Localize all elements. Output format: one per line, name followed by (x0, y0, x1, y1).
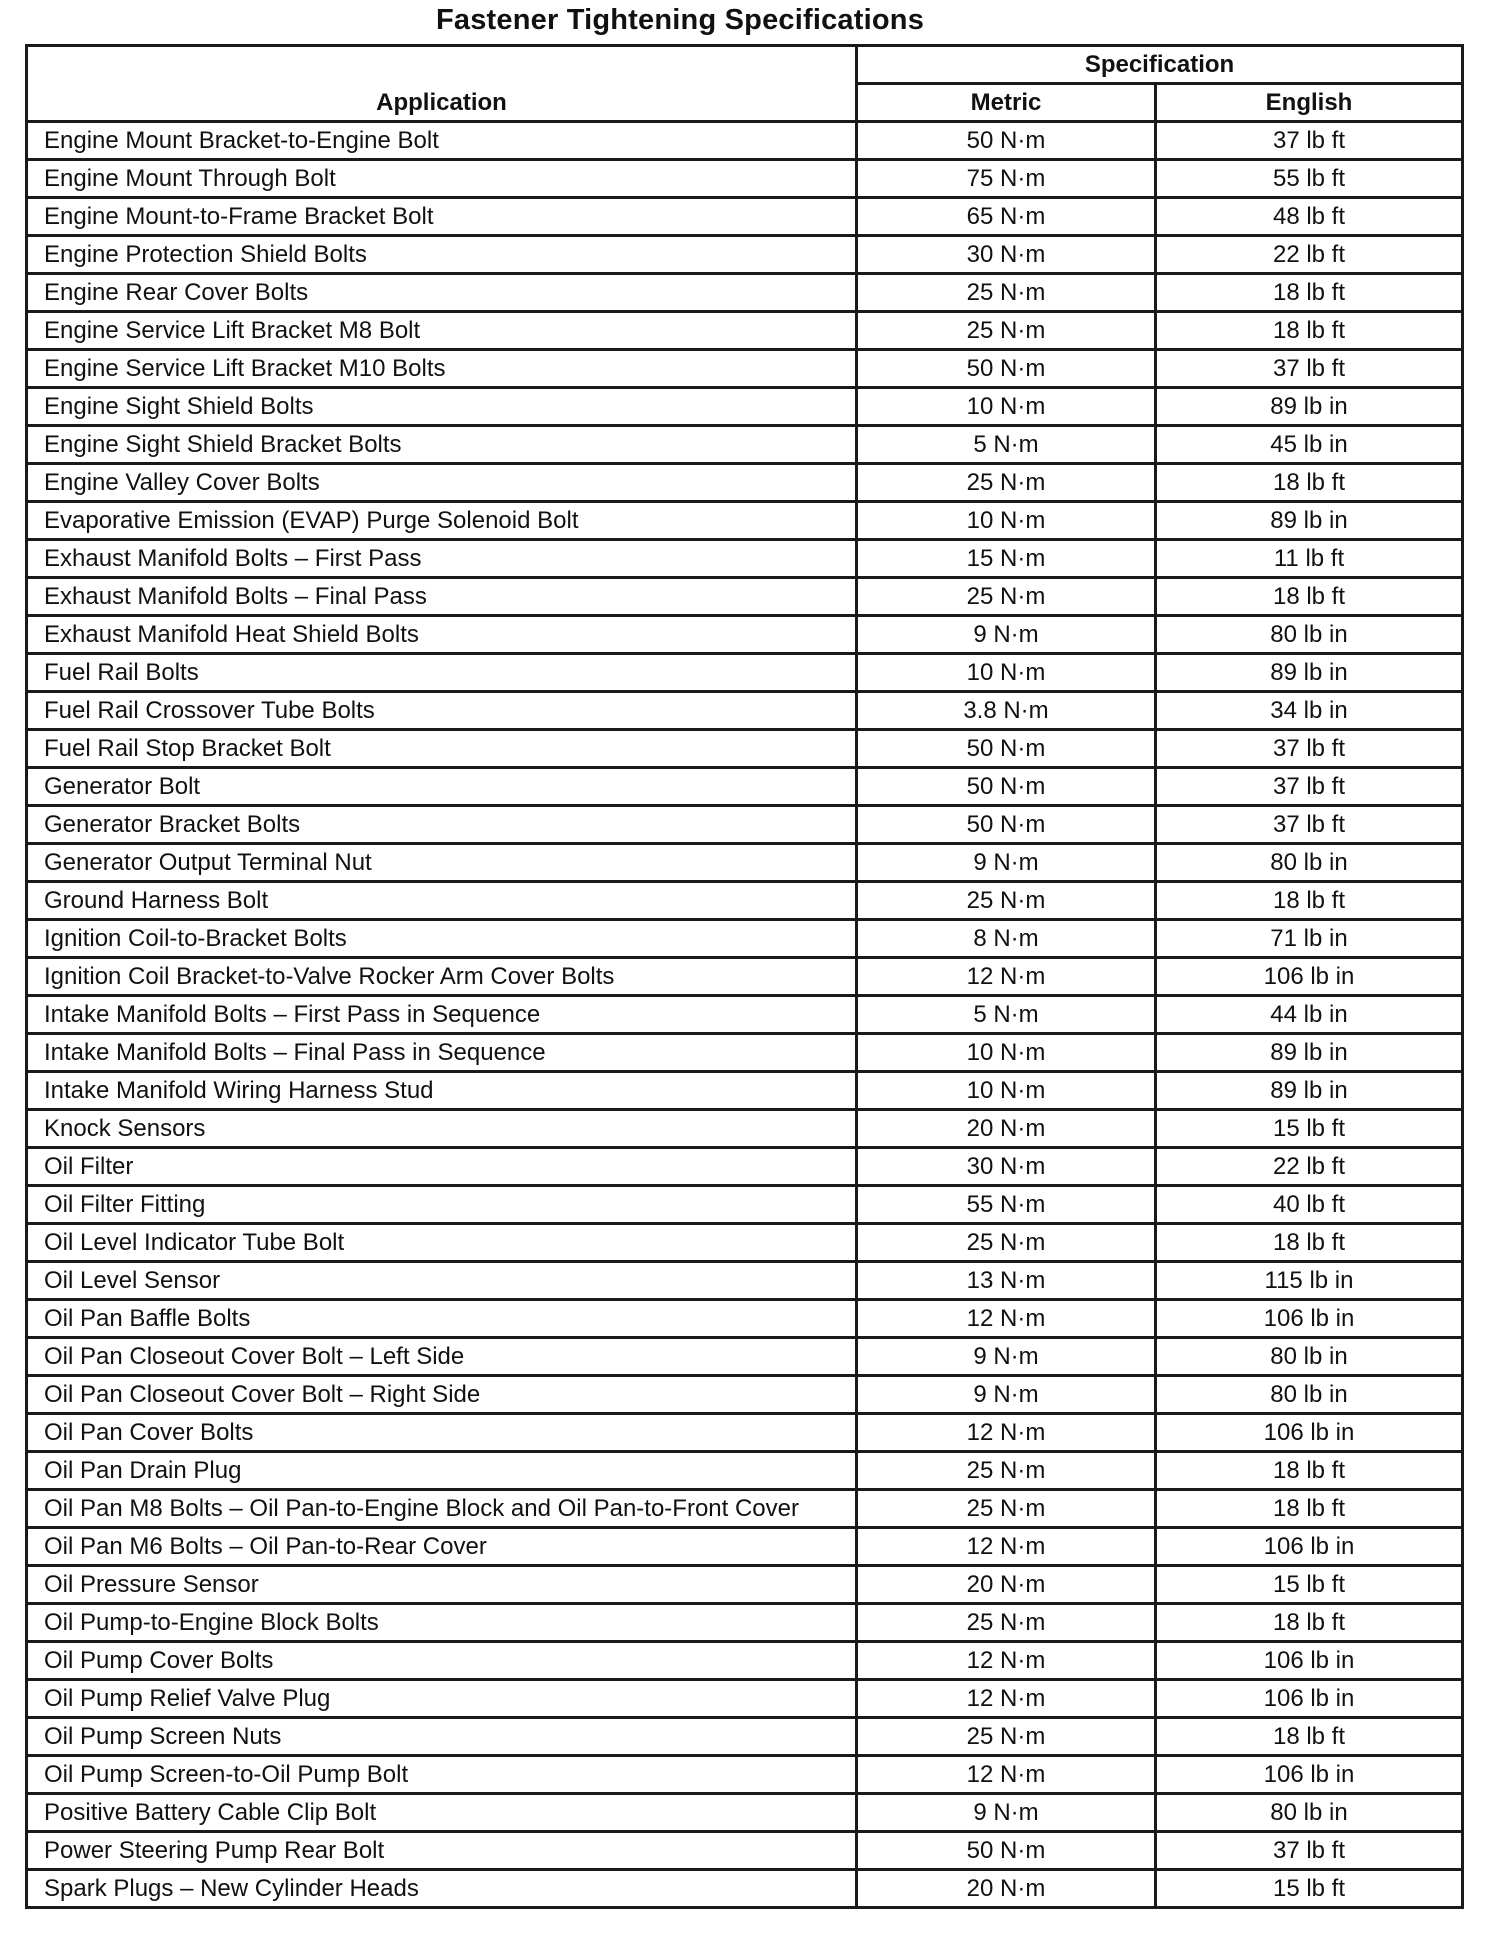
table-row (27, 1794, 1463, 1832)
metric-cell: 15 N·m (857, 540, 1156, 578)
metric-cell: 10 N·m (857, 388, 1156, 426)
english-cell: 18 lb ft (1156, 1224, 1463, 1262)
application-cell: Oil Pan M6 Bolts – Oil Pan-to-Rear Cover (27, 1528, 857, 1566)
table-row (27, 1680, 1463, 1718)
english-cell: 11 lb ft (1156, 540, 1463, 578)
english-cell: 89 lb in (1156, 654, 1463, 692)
metric-cell: 55 N·m (857, 1186, 1156, 1224)
application-cell: Positive Battery Cable Clip Bolt (27, 1794, 857, 1832)
english-cell: 34 lb in (1156, 692, 1463, 730)
table-row (27, 1034, 1463, 1072)
application-cell: Oil Level Indicator Tube Bolt (27, 1224, 857, 1262)
table-row (27, 730, 1463, 768)
table-row (27, 1072, 1463, 1110)
application-cell: Ignition Coil-to-Bracket Bolts (27, 920, 857, 958)
table-row (27, 426, 1463, 464)
application-cell: Oil Pressure Sensor (27, 1566, 857, 1604)
column-header-application: Application (27, 46, 857, 122)
metric-cell: 20 N·m (857, 1110, 1156, 1148)
metric-cell: 50 N·m (857, 768, 1156, 806)
table-row (27, 350, 1463, 388)
english-cell: 22 lb ft (1156, 236, 1463, 274)
table-row (27, 1832, 1463, 1870)
metric-cell: 13 N·m (857, 1262, 1156, 1300)
table-row (27, 312, 1463, 350)
english-cell: 22 lb ft (1156, 1148, 1463, 1186)
table-row (27, 122, 1463, 160)
application-cell: Intake Manifold Bolts – Final Pass in Sequence (27, 1034, 857, 1072)
application-cell: Engine Valley Cover Bolts (27, 464, 857, 502)
table-row (27, 1604, 1463, 1642)
metric-cell: 9 N·m (857, 1376, 1156, 1414)
english-cell: 18 lb ft (1156, 578, 1463, 616)
table-body (27, 122, 1463, 1908)
application-cell: Fuel Rail Crossover Tube Bolts (27, 692, 857, 730)
metric-cell: 75 N·m (857, 160, 1156, 198)
column-header-metric: Metric (857, 84, 1156, 122)
english-cell: 15 lb ft (1156, 1566, 1463, 1604)
english-cell: 18 lb ft (1156, 312, 1463, 350)
metric-cell: 25 N·m (857, 464, 1156, 502)
table-row (27, 1110, 1463, 1148)
english-cell: 18 lb ft (1156, 1718, 1463, 1756)
table-row (27, 198, 1463, 236)
metric-cell: 25 N·m (857, 312, 1156, 350)
metric-cell: 12 N·m (857, 1414, 1156, 1452)
application-cell: Intake Manifold Bolts – First Pass in Sequence (27, 996, 857, 1034)
metric-cell: 25 N·m (857, 882, 1156, 920)
application-cell: Engine Mount Bracket-to-Engine Bolt (27, 122, 857, 160)
english-cell: 89 lb in (1156, 1034, 1463, 1072)
table-row (27, 274, 1463, 312)
table-row (27, 236, 1463, 274)
table-row (27, 996, 1463, 1034)
application-cell: Engine Mount Through Bolt (27, 160, 857, 198)
metric-cell: 8 N·m (857, 920, 1156, 958)
english-cell: 37 lb ft (1156, 806, 1463, 844)
english-cell: 18 lb ft (1156, 274, 1463, 312)
english-cell: 80 lb in (1156, 1338, 1463, 1376)
metric-cell: 12 N·m (857, 1756, 1156, 1794)
metric-cell: 9 N·m (857, 1794, 1156, 1832)
application-cell: Engine Rear Cover Bolts (27, 274, 857, 312)
table-row (27, 806, 1463, 844)
metric-cell: 10 N·m (857, 1072, 1156, 1110)
metric-cell: 3.8 N·m (857, 692, 1156, 730)
english-cell: 115 lb in (1156, 1262, 1463, 1300)
table-row (27, 160, 1463, 198)
table-row (27, 540, 1463, 578)
header-row-top (27, 46, 1463, 84)
metric-cell: 50 N·m (857, 350, 1156, 388)
application-cell: Oil Pan Closeout Cover Bolt – Right Side (27, 1376, 857, 1414)
application-cell: Oil Pan M8 Bolts – Oil Pan-to-Engine Block and Oil Pan-to-Front Cover (27, 1490, 857, 1528)
application-cell: Oil Pan Baffle Bolts (27, 1300, 857, 1338)
table-row (27, 768, 1463, 806)
english-cell: 106 lb in (1156, 958, 1463, 996)
application-cell: Engine Service Lift Bracket M8 Bolt (27, 312, 857, 350)
application-cell: Ground Harness Bolt (27, 882, 857, 920)
application-cell: Oil Pump Screen Nuts (27, 1718, 857, 1756)
table-row (27, 1452, 1463, 1490)
application-cell: Exhaust Manifold Bolts – First Pass (27, 540, 857, 578)
english-cell: 55 lb ft (1156, 160, 1463, 198)
metric-cell: 12 N·m (857, 958, 1156, 996)
table-row (27, 1300, 1463, 1338)
metric-cell: 50 N·m (857, 1832, 1156, 1870)
metric-cell: 65 N·m (857, 198, 1156, 236)
english-cell: 80 lb in (1156, 616, 1463, 654)
application-cell: Engine Sight Shield Bolts (27, 388, 857, 426)
fastener-spec-table (25, 44, 1464, 1909)
english-cell: 44 lb in (1156, 996, 1463, 1034)
english-cell: 37 lb ft (1156, 768, 1463, 806)
application-cell: Intake Manifold Wiring Harness Stud (27, 1072, 857, 1110)
application-cell: Oil Pump Relief Valve Plug (27, 1680, 857, 1718)
application-cell: Fuel Rail Bolts (27, 654, 857, 692)
english-cell: 18 lb ft (1156, 464, 1463, 502)
table-row (27, 464, 1463, 502)
application-cell: Oil Pump-to-Engine Block Bolts (27, 1604, 857, 1642)
english-cell: 37 lb ft (1156, 1832, 1463, 1870)
application-cell: Generator Bolt (27, 768, 857, 806)
metric-cell: 50 N·m (857, 730, 1156, 768)
metric-cell: 9 N·m (857, 616, 1156, 654)
english-cell: 89 lb in (1156, 502, 1463, 540)
application-cell: Spark Plugs – New Cylinder Heads (27, 1870, 857, 1908)
application-cell: Oil Filter (27, 1148, 857, 1186)
english-cell: 37 lb ft (1156, 730, 1463, 768)
table-row (27, 692, 1463, 730)
english-cell: 18 lb ft (1156, 1452, 1463, 1490)
metric-cell: 10 N·m (857, 502, 1156, 540)
english-cell: 71 lb in (1156, 920, 1463, 958)
metric-cell: 12 N·m (857, 1528, 1156, 1566)
application-cell: Engine Service Lift Bracket M10 Bolts (27, 350, 857, 388)
english-cell: 80 lb in (1156, 844, 1463, 882)
metric-cell: 10 N·m (857, 654, 1156, 692)
application-cell: Oil Filter Fitting (27, 1186, 857, 1224)
metric-cell: 10 N·m (857, 1034, 1156, 1072)
table-row (27, 1262, 1463, 1300)
english-cell: 18 lb ft (1156, 882, 1463, 920)
english-cell: 37 lb ft (1156, 122, 1463, 160)
application-cell: Engine Mount-to-Frame Bracket Bolt (27, 198, 857, 236)
application-cell: Oil Pan Cover Bolts (27, 1414, 857, 1452)
table-row (27, 882, 1463, 920)
table-row (27, 1224, 1463, 1262)
metric-cell: 30 N·m (857, 236, 1156, 274)
table-row (27, 654, 1463, 692)
metric-cell: 50 N·m (857, 806, 1156, 844)
english-cell: 89 lb in (1156, 388, 1463, 426)
table-row (27, 1490, 1463, 1528)
metric-cell: 20 N·m (857, 1566, 1156, 1604)
column-header-specification: Specification (857, 46, 1463, 84)
application-cell: Engine Sight Shield Bracket Bolts (27, 426, 857, 464)
english-cell: 15 lb ft (1156, 1110, 1463, 1148)
table-row (27, 616, 1463, 654)
english-cell: 18 lb ft (1156, 1604, 1463, 1642)
table-header (27, 46, 1463, 122)
english-cell: 106 lb in (1156, 1680, 1463, 1718)
english-cell: 40 lb ft (1156, 1186, 1463, 1224)
metric-cell: 5 N·m (857, 426, 1156, 464)
table-row (27, 1528, 1463, 1566)
table-row (27, 920, 1463, 958)
english-cell: 89 lb in (1156, 1072, 1463, 1110)
english-cell: 106 lb in (1156, 1642, 1463, 1680)
english-cell: 48 lb ft (1156, 198, 1463, 236)
application-cell: Engine Protection Shield Bolts (27, 236, 857, 274)
application-cell: Evaporative Emission (EVAP) Purge Solenoid Bolt (27, 502, 857, 540)
application-cell: Ignition Coil Bracket-to-Valve Rocker Arm Cover Bolts (27, 958, 857, 996)
english-cell: 37 lb ft (1156, 350, 1463, 388)
table-row (27, 1718, 1463, 1756)
table-row (27, 1642, 1463, 1680)
english-cell: 80 lb in (1156, 1376, 1463, 1414)
application-cell: Generator Output Terminal Nut (27, 844, 857, 882)
table-row (27, 578, 1463, 616)
english-cell: 18 lb ft (1156, 1490, 1463, 1528)
metric-cell: 12 N·m (857, 1642, 1156, 1680)
metric-cell: 9 N·m (857, 844, 1156, 882)
metric-cell: 25 N·m (857, 274, 1156, 312)
table-row (27, 502, 1463, 540)
metric-cell: 30 N·m (857, 1148, 1156, 1186)
table-row (27, 388, 1463, 426)
application-cell: Fuel Rail Stop Bracket Bolt (27, 730, 857, 768)
application-cell: Knock Sensors (27, 1110, 857, 1148)
english-cell: 45 lb in (1156, 426, 1463, 464)
table-row (27, 844, 1463, 882)
metric-cell: 12 N·m (857, 1300, 1156, 1338)
application-cell: Oil Level Sensor (27, 1262, 857, 1300)
metric-cell: 25 N·m (857, 1490, 1156, 1528)
table-row (27, 1414, 1463, 1452)
table-row (27, 1338, 1463, 1376)
metric-cell: 9 N·m (857, 1338, 1156, 1376)
table-row (27, 958, 1463, 996)
english-cell: 80 lb in (1156, 1794, 1463, 1832)
application-cell: Exhaust Manifold Heat Shield Bolts (27, 616, 857, 654)
metric-cell: 12 N·m (857, 1680, 1156, 1718)
table-row (27, 1566, 1463, 1604)
application-cell: Generator Bracket Bolts (27, 806, 857, 844)
application-cell: Exhaust Manifold Bolts – Final Pass (27, 578, 857, 616)
metric-cell: 5 N·m (857, 996, 1156, 1034)
application-cell: Power Steering Pump Rear Bolt (27, 1832, 857, 1870)
application-cell: Oil Pan Closeout Cover Bolt – Left Side (27, 1338, 857, 1376)
application-cell: Oil Pan Drain Plug (27, 1452, 857, 1490)
table-row (27, 1148, 1463, 1186)
application-cell: Oil Pump Cover Bolts (27, 1642, 857, 1680)
metric-cell: 20 N·m (857, 1870, 1156, 1908)
metric-cell: 25 N·m (857, 1718, 1156, 1756)
page-title: Fastener Tightening Specifications (435, 4, 925, 36)
metric-cell: 25 N·m (857, 1224, 1156, 1262)
english-cell: 106 lb in (1156, 1528, 1463, 1566)
metric-cell: 50 N·m (857, 122, 1156, 160)
english-cell: 106 lb in (1156, 1300, 1463, 1338)
metric-cell: 25 N·m (857, 578, 1156, 616)
column-header-english: English (1156, 84, 1463, 122)
english-cell: 15 lb ft (1156, 1870, 1463, 1908)
table-row (27, 1870, 1463, 1908)
table-row (27, 1186, 1463, 1224)
english-cell: 106 lb in (1156, 1756, 1463, 1794)
application-cell: Oil Pump Screen-to-Oil Pump Bolt (27, 1756, 857, 1794)
metric-cell: 25 N·m (857, 1452, 1156, 1490)
metric-cell: 25 N·m (857, 1604, 1156, 1642)
table-row (27, 1756, 1463, 1794)
english-cell: 106 lb in (1156, 1414, 1463, 1452)
table-row (27, 1376, 1463, 1414)
